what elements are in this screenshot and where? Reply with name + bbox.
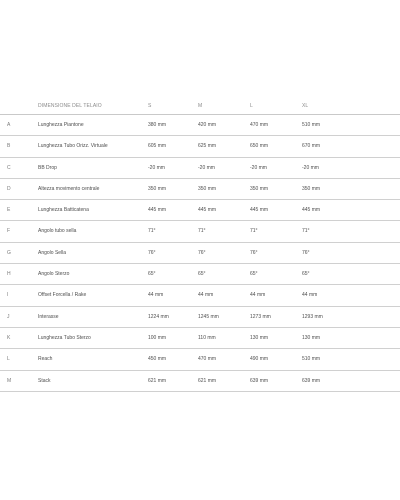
table-row xyxy=(0,221,400,242)
table-body xyxy=(0,115,400,392)
row-value: 100 mm xyxy=(148,334,167,341)
geometry-table xyxy=(0,98,400,392)
table-row xyxy=(0,307,400,328)
row-value: 350 mm xyxy=(250,185,269,192)
row-value: 71° xyxy=(250,228,258,235)
row-value: 639 mm xyxy=(302,377,321,384)
row-label: Lunghezza Piantone xyxy=(38,122,84,128)
row-value: 76° xyxy=(148,249,156,256)
table-row xyxy=(0,243,400,264)
row-label: Angolo tubo sella xyxy=(38,228,77,235)
row-value: 470 mm xyxy=(198,356,217,363)
row-value: 350 mm xyxy=(148,185,167,192)
row-value: 1245 mm xyxy=(198,313,219,320)
row-label: Stack xyxy=(38,377,51,384)
table-row xyxy=(0,115,400,136)
row-label: Lunghezza Batticatena xyxy=(38,207,89,214)
table-row xyxy=(0,179,400,200)
header-size-m: M xyxy=(198,103,203,109)
row-label: Offset Forcella / Rake xyxy=(38,292,87,299)
row-value: 490 mm xyxy=(250,356,269,363)
table-row xyxy=(0,158,400,179)
row-value: 510 mm xyxy=(302,356,321,363)
row-value: 76° xyxy=(198,249,206,256)
table-row xyxy=(0,349,400,370)
row-value: 44 mm xyxy=(198,292,214,299)
table-header xyxy=(0,98,400,115)
row-value: -20 mm xyxy=(250,164,267,171)
row-value: 470 mm xyxy=(250,122,269,128)
row-value: 1293 mm xyxy=(302,313,323,320)
row-label: Reach xyxy=(38,356,53,363)
header-size-s: S xyxy=(148,103,152,109)
row-letter: H xyxy=(7,271,11,278)
row-value: 605 mm xyxy=(148,143,167,150)
table-row xyxy=(0,328,400,349)
row-value: 76° xyxy=(302,249,310,256)
row-label: Angolo Sella xyxy=(38,249,67,256)
row-letter: M xyxy=(7,377,12,384)
row-label: BB Drop xyxy=(38,164,57,171)
row-value: -20 mm xyxy=(198,164,215,171)
row-letter: F xyxy=(7,228,11,235)
row-letter: L xyxy=(7,356,10,363)
row-value: 350 mm xyxy=(198,185,217,192)
row-label: Angolo Sterzo xyxy=(38,271,70,278)
row-letter: C xyxy=(7,164,11,171)
header-frame-size: DIMENSIONE DEL TELAIO xyxy=(38,103,102,109)
row-value: 65° xyxy=(250,271,258,278)
row-label: Altezza movimento centrale xyxy=(38,185,100,192)
row-value: 110 mm xyxy=(198,334,216,341)
row-letter: D xyxy=(7,185,11,192)
row-value: 420 mm xyxy=(198,122,217,128)
row-value: 380 mm xyxy=(148,122,167,128)
table-row xyxy=(0,285,400,306)
row-value: 44 mm xyxy=(302,292,318,299)
row-value: 445 mm xyxy=(148,207,167,214)
row-value: 71° xyxy=(198,228,206,235)
header-size-l: L xyxy=(250,103,253,109)
row-letter: I xyxy=(7,292,9,299)
row-letter: G xyxy=(7,249,11,256)
row-value: 621 mm xyxy=(148,377,167,384)
row-value: 445 mm xyxy=(302,207,321,214)
row-label: Lunghezza Tubo Orizz. Virtuale xyxy=(38,143,108,150)
row-value: 130 mm xyxy=(302,334,321,341)
row-value: 625 mm xyxy=(198,143,217,150)
row-value: 71° xyxy=(302,228,310,235)
row-label: Interasse xyxy=(38,313,59,320)
row-value: 1273 mm xyxy=(250,313,271,320)
table-row xyxy=(0,200,400,221)
row-value: -20 mm xyxy=(148,164,165,171)
row-value: 65° xyxy=(302,271,310,278)
row-value: 445 mm xyxy=(250,207,269,214)
row-letter: J xyxy=(7,313,10,320)
table-row xyxy=(0,371,400,392)
row-value: 350 mm xyxy=(302,185,321,192)
header-size-xl: XL xyxy=(302,103,309,109)
row-value: -20 mm xyxy=(302,164,319,171)
row-value: 130 mm xyxy=(250,334,269,341)
row-value: 510 mm xyxy=(302,122,321,128)
row-value: 445 mm xyxy=(198,207,217,214)
table-row xyxy=(0,264,400,285)
row-label: Lunghezza Tubo Sterzo xyxy=(38,334,91,341)
row-value: 44 mm xyxy=(148,292,164,299)
row-letter: A xyxy=(7,122,11,128)
row-value: 450 mm xyxy=(148,356,167,363)
row-value: 44 mm xyxy=(250,292,266,299)
row-letter: B xyxy=(7,143,11,150)
table-row xyxy=(0,136,400,157)
row-value: 71° xyxy=(148,228,156,235)
row-letter: K xyxy=(7,334,11,341)
row-value: 621 mm xyxy=(198,377,217,384)
row-value: 639 mm xyxy=(250,377,269,384)
row-value: 1224 mm xyxy=(148,313,169,320)
row-value: 650 mm xyxy=(250,143,269,150)
row-value: 76° xyxy=(250,249,258,256)
row-value: 65° xyxy=(198,271,206,278)
row-value: 670 mm xyxy=(302,143,321,150)
row-letter: E xyxy=(7,207,11,214)
row-value: 65° xyxy=(148,271,156,278)
